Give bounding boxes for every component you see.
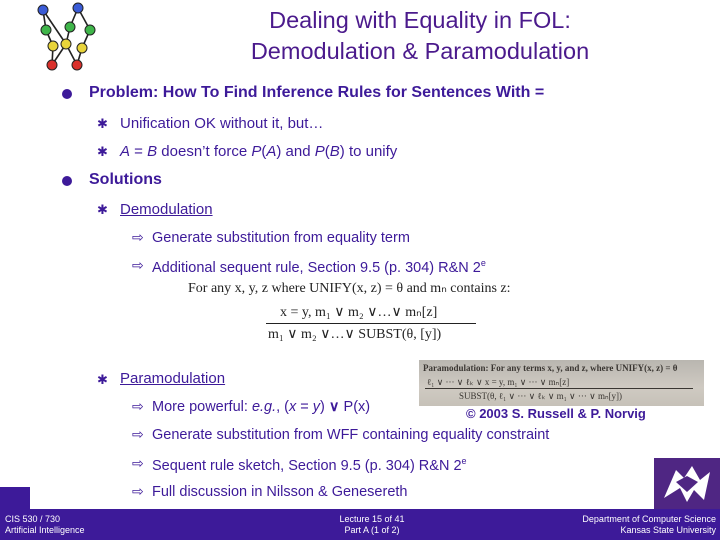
photo-rule-line — [425, 388, 693, 389]
footer-course-code: CIS 530 / 730 — [5, 514, 61, 524]
slide-title-line2: Demodulation & Paramodulation — [250, 38, 590, 64]
footer-lecture — [320, 514, 424, 536]
photo-line3: SUBST(θ, ℓ₁ ∨ ··· ∨ ℓₖ ∨ m₁ ∨ ··· ∨ mₙ[y]) — [459, 391, 623, 401]
footer-department-name: Department of Computer Science — [582, 514, 716, 524]
bullet-demod-sequent: Additional sequent rule, Section 9.5 (p. 304) R&N 2e — [152, 258, 486, 276]
demodulation-rule-formula — [188, 280, 548, 350]
formula-condition: For any x, y, z where UNIFY(x, z) = θ and mₙ contains z: — [188, 281, 511, 296]
footer-course — [5, 514, 85, 536]
footer-department — [548, 514, 716, 536]
arrow-bullet-icon: ⇨ — [132, 398, 144, 414]
bullet-dot-icon — [62, 176, 72, 186]
footer-tab — [0, 487, 30, 509]
bullet-para-powerful: More powerful: e.g., (x = y) ∨ P(x) — [152, 399, 371, 415]
footer-course-name: Artificial Intelligence — [5, 525, 85, 535]
powercat-logo-icon — [654, 458, 720, 510]
bullet-unification: Unification OK without it, but… — [120, 115, 324, 132]
slide-title-line1: Dealing with Equality in FOL: — [269, 7, 571, 33]
footer-lecture-number: Lecture 15 of 41 — [339, 514, 405, 524]
formula-conclusion: m₁ ∨ m₂ ∨…∨ SUBST(θ, [y]) — [268, 327, 442, 342]
bullet-solutions: Solutions — [89, 171, 162, 188]
bullet-para-generate: Generate substitution from WFF containing equality constraint — [152, 427, 550, 443]
asterisk-bullet-icon: ✱ — [97, 116, 108, 131]
photo-line2: ℓ₁ ∨ ··· ∨ ℓₖ ∨ x = y, m₁ ∨ ··· ∨ mₙ[z] — [427, 377, 570, 387]
formula-premise: x = y, m₁ ∨ m₂ ∨…∨ mₙ[z] — [280, 305, 438, 320]
arrow-bullet-icon: ⇨ — [132, 257, 144, 273]
bullet-problem: Problem: How To Find Inference Rules for Sentences With = — [89, 84, 545, 101]
formula-rule-line — [266, 323, 476, 324]
bullet-demod-generate: Generate substitution from equality term — [152, 230, 410, 246]
footer-lecture-part: Part A (1 of 2) — [344, 525, 400, 535]
photo-line1: Paramodulation: For any terms x, y, and z, where UNIFY(x, z) = θ — [423, 363, 678, 373]
bullet-dot-icon — [62, 89, 72, 99]
arrow-bullet-icon: ⇨ — [132, 455, 144, 471]
bullet-equality-force: A = B doesn’t force P(A) and P(B) to unify — [120, 143, 398, 160]
paramodulation-rule-photo — [419, 360, 704, 406]
arrow-bullet-icon: ⇨ — [132, 483, 144, 499]
asterisk-bullet-icon: ✱ — [97, 144, 108, 159]
bullet-para-discussion: Full discussion in Nilsson & Genesereth — [152, 484, 408, 500]
arrow-bullet-icon: ⇨ — [132, 426, 144, 442]
asterisk-bullet-icon: ✱ — [97, 202, 108, 217]
asterisk-bullet-icon: ✱ — [97, 372, 108, 387]
footer-bar — [0, 509, 720, 540]
network-graph-icon — [28, 2, 108, 74]
arrow-bullet-icon: ⇨ — [132, 229, 144, 245]
demodulation-link[interactable]: Demodulation — [120, 201, 213, 218]
paramodulation-link[interactable]: Paramodulation — [120, 370, 226, 387]
copyright-credit: © 2003 S. Russell & P. Norvig — [466, 406, 646, 421]
footer-university-name: Kansas State University — [620, 525, 716, 535]
bullet-para-sequent: Sequent rule sketch, Section 9.5 (p. 304) R&N 2e — [152, 456, 467, 474]
